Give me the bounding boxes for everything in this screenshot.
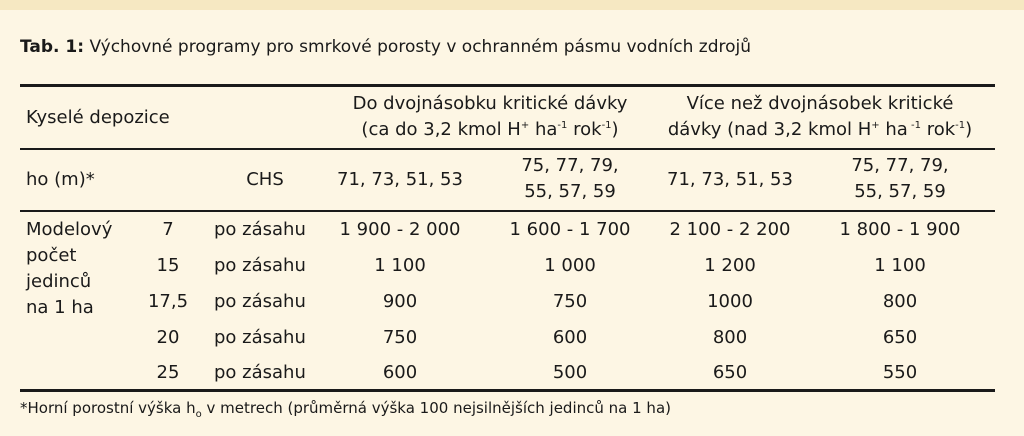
table-caption <box>20 36 751 58</box>
table-row-height: 25 <box>156 362 180 383</box>
table-row-action: po zásahu <box>214 327 306 348</box>
footnote: *Horní porostní výška $h_o$ v metrech (průměrná výška 100 nejsilnějších jedinců na 1 ha) <box>20 399 671 420</box>
table-row-c1: 900 <box>382 291 418 312</box>
top-strip <box>0 0 1024 10</box>
table-row-action: po zásahu <box>214 255 306 276</box>
chs-col2-line2: 55, 57, 59 <box>524 181 616 202</box>
data-table <box>20 84 995 392</box>
row-label-line3: jedinců <box>26 271 92 292</box>
caption-text: Výchovné programy pro smrkové porosty v ochranném pásmu vodních zdrojů <box>89 37 751 57</box>
table-row-c1: 600 <box>382 362 418 383</box>
chs-col4-line1: 75, 77, 79, <box>851 155 949 176</box>
table-row-c3: 1000 <box>707 291 753 312</box>
header-rule <box>20 148 995 150</box>
caption-label: Tab. 1: <box>20 37 85 57</box>
group-a-line2: (ca do 3,2 kmol H+ $ha^{-1}$ rok$^{-1}$) <box>361 119 619 140</box>
table-row-c2: 600 <box>552 327 588 348</box>
table-row-c2: 500 <box>552 362 588 383</box>
table-row-height: 17,5 <box>147 291 189 312</box>
row-label-line1: Modelový <box>26 219 113 240</box>
table-row-c1: 1 100 <box>374 255 426 276</box>
table-row-c3: 650 <box>712 362 748 383</box>
group-a-line1: Do dvojnásobku kritické dávky <box>352 93 628 114</box>
table-row-c4: 1 800 - 1 900 <box>839 219 961 240</box>
ho-label: ho (m)* <box>26 169 95 190</box>
table-row-c3: 1 200 <box>704 255 756 276</box>
table-row-c3: 800 <box>712 327 748 348</box>
table-row-c2: 1 600 - 1 700 <box>509 219 631 240</box>
table-row-action: po zásahu <box>214 291 306 312</box>
deposition-label: Kyselé depozice <box>26 107 170 128</box>
table-row-height: 15 <box>156 255 180 276</box>
table-row-height: 20 <box>156 327 180 348</box>
subheader-rule <box>20 210 995 212</box>
table-row-c2: 1 000 <box>544 255 596 276</box>
table-row-c2: 750 <box>552 291 588 312</box>
chs-col2-line1: 75, 77, 79, <box>521 155 619 176</box>
chs-col4-line2: 55, 57, 59 <box>854 181 946 202</box>
table-row-c4: 1 100 <box>874 255 926 276</box>
group-b-line2: dávky (nad 3,2 kmol H+ ha $^{-1}$ rok$^{-1}$) <box>667 119 973 140</box>
table-row-height: 7 <box>162 219 174 240</box>
table-row-c3: 2 100 - 2 200 <box>669 219 791 240</box>
table-row-c4: 650 <box>882 327 918 348</box>
table-row-action: po zásahu <box>214 362 306 383</box>
group-b-line1: Více než dvojnásobek kritické <box>686 93 954 114</box>
chs-col3: 71, 73, 51, 53 <box>667 169 793 190</box>
table-row-c1: 750 <box>382 327 418 348</box>
chs-col1: 71, 73, 51, 53 <box>337 169 463 190</box>
chs-label: CHS <box>246 169 284 190</box>
bottom-rule <box>20 389 995 392</box>
row-label-line4: na 1 ha <box>26 297 94 318</box>
row-label-line2: počet <box>26 245 77 266</box>
table-row-c4: 800 <box>882 291 918 312</box>
table-row-c4: 550 <box>882 362 918 383</box>
top-rule <box>20 84 995 87</box>
table-row-action: po zásahu <box>214 219 306 240</box>
table-row-c1: 1 900 - 2 000 <box>339 219 461 240</box>
